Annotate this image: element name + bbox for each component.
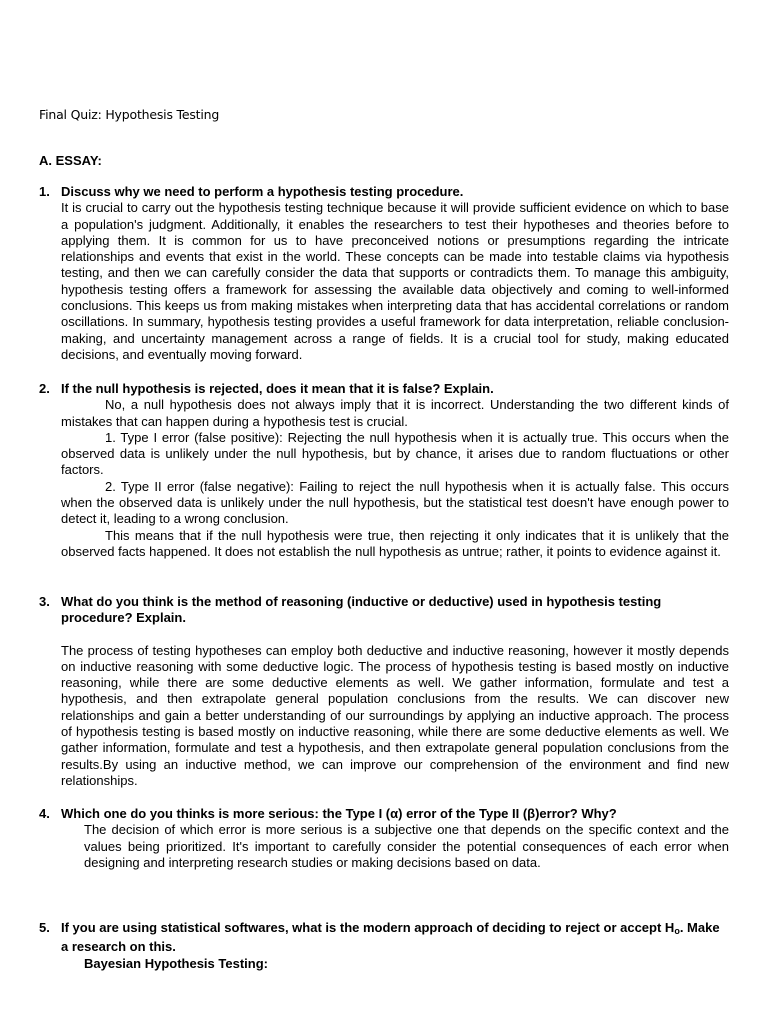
question-text: If the null hypothesis is rejected, does it mean that it is false? Explain. xyxy=(61,381,494,396)
section-heading: A. ESSAY: xyxy=(39,153,102,168)
question-2-heading xyxy=(39,381,729,397)
question-1 xyxy=(39,184,729,363)
question-5-heading xyxy=(39,920,729,956)
question-number: 5. xyxy=(39,920,50,935)
answer-paragraph: 1. Type I error (false positive): Rejecting the null hypothesis when it is actually true. This occurs when the observed data is unlikely under the null hypothesis, but by chance, it arises due to random fluctuations or other factors. xyxy=(61,429,729,478)
question-text: Which one do you thinks is more serious: the Type I (α) error of the Type II (β)error? Why? xyxy=(61,806,617,821)
question-number: 1. xyxy=(39,184,50,199)
question-number: 3. xyxy=(39,594,50,609)
question-5 xyxy=(39,920,729,972)
question-4 xyxy=(39,806,729,871)
question-3-heading xyxy=(39,594,729,627)
question-text-end: . Make a research on this. xyxy=(61,920,720,955)
answer-paragraph: It is crucial to carry out the hypothesis testing technique because it will provide sufficient evidence on which to base a population's judgment. Additionally, it enables the researchers to test their hypotheses and theories before to applying them. It is common for us to have preconceived notions or presumptions regarding the intricate relationships and events that exist in the world. These concepts can be made into testable claims via hypothesis testing, and then we can carefully consider the data that supports or contradicts them. To manage this ambiguity, hypothesis testing offers a framework for assessing the available data objectively and coming to well-informed conclusions. This keeps us from making mistakes when interpreting data that has accidental correlations or random oscillations. In summary, hypothesis testing provides a useful framework for data interpretation, reliable conclusion-making, and uncertainty management across a range of fields. It is a crucial tool for study, making educated decisions, and eventually moving forward. xyxy=(61,200,729,362)
answer-paragraph: No, a null hypothesis does not always imply that it is incorrect. Understanding the two different kinds of mistakes that can happen during a hypothesis test is crucial. xyxy=(61,397,729,429)
question-1-heading xyxy=(39,184,729,200)
answer-paragraph: The process of testing hypotheses can employ both deductive and inductive reasoning, however it mostly depends on inductive reasoning with some deductive logic. The process of hypothesis testing is based mostly on inductive reasoning, while there are some deductive elements as well. We gather information, formulate and test a hypothesis, and then extrapolate general population conclusions from the results. We can discover new relationships and gain a better understanding of our surroundings by applying an inductive approach. The process of hypothesis testing is based mostly on inductive reasoning, while there are some deductive elements as well. We gather information, formulate and test a hypothesis, and then extrapolate general population conclusions from the results.By using an inductive method, we can improve our comprehension of the environment and find new relationships. xyxy=(61,642,729,788)
answer-paragraph: This means that if the null hypothesis were true, then rejecting it only indicates that it is unlikely that the observed facts happened. It does not establish the null hypothesis as untrue; rather, it points to evidence against it. xyxy=(61,527,729,559)
question-text: If you are using statistical softwares, what is the modern approach of deciding to reject or accept H xyxy=(61,920,675,935)
question-number: 4. xyxy=(39,806,50,821)
answer-paragraph: 2. Type II error (false negative): Failing to reject the null hypothesis when it is actually false. This occurs when the observed data is unlikely under the null hypothesis, but the statistical test doesn't have enough power to detect it, leading to a wrong conclusion. xyxy=(61,478,729,527)
question-2 xyxy=(39,381,729,560)
answer-paragraph: The decision of which error is more serious is a subjective one that depends on the specific context and the values being prioritized. It's important to carefully consider the potential consequences of each error when designing and interpreting research studies or making decisions based on data. xyxy=(84,822,729,870)
question-text: What do you think is the method of reasoning (inductive or deductive) used in hypothesis testing procedure? Explain. xyxy=(61,594,662,626)
document-title: Final Quiz: Hypothesis Testing xyxy=(39,107,220,122)
question-4-heading xyxy=(39,806,729,822)
question-text: Discuss why we need to perform a hypothesis testing procedure. xyxy=(61,184,464,199)
subscript-o: o xyxy=(674,926,680,936)
answer-subheading: Bayesian Hypothesis Testing: xyxy=(84,955,268,971)
question-3 xyxy=(39,594,729,789)
question-number: 2. xyxy=(39,381,50,396)
